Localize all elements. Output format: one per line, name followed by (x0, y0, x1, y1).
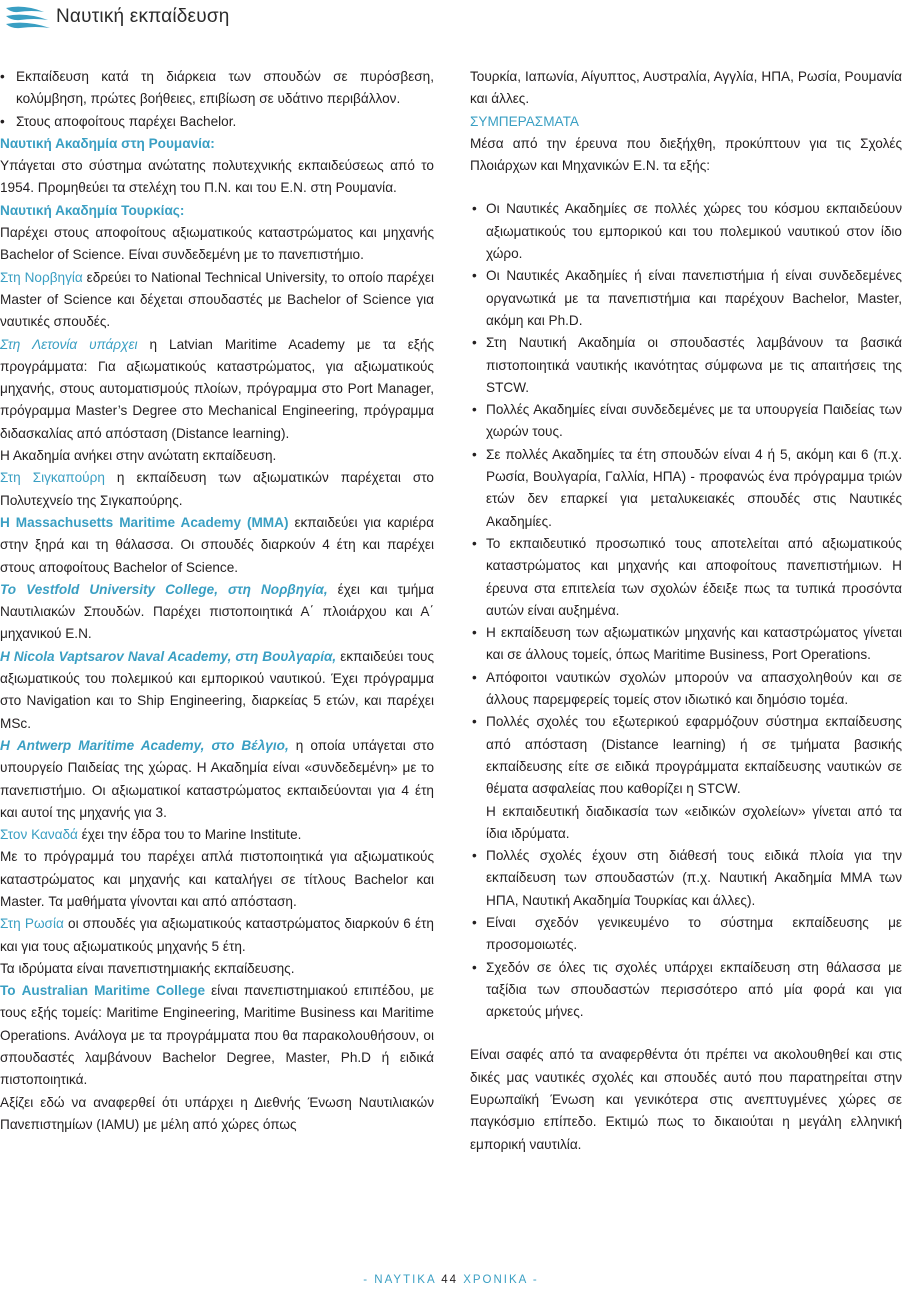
footer-dash-left: - (363, 1274, 370, 1286)
bullet-icon: • (0, 69, 5, 84)
page-footer (0, 1274, 902, 1286)
footer-dash-right: - (532, 1274, 539, 1286)
russia-paragraph: Στη Ρωσία οι σπουδές για αξιωματικούς καταστρώματος διαρκούν 6 έτη και για τους αξιωματικούς μηχανής 5 έτη. (0, 916, 434, 954)
australia-lead: Το Australian Maritime College (0, 983, 206, 999)
magazine-name-part1: ΝΑΥΤΙΚΑ (374, 1274, 436, 1286)
bullet-icon: • (472, 669, 477, 685)
bullet-icon: • (472, 914, 477, 930)
wave-logo-icon (4, 2, 52, 36)
list-item: • Οι Ναυτικές Ακαδημίες ή είναι πανεπιστήμια ή είναι συνδεδεμένες οργανωτικά με τα πανεπιστήμια και παρέχουν Bachelor, Master, ακόμη και Ph.D. (470, 265, 902, 332)
romania-text: Υπάγεται στο σύστημα ανώτατης πολυτεχνικής εκπαιδεύσεως από το 1954. Προμηθεύει τα στελέχη του Π.Ν. και του Ε.Ν. στη Ρουμανία. (0, 158, 434, 196)
bullet-icon: • (472, 268, 477, 284)
bullet-icon: • (472, 714, 477, 730)
bullet-icon: • (472, 201, 477, 217)
vestfold-lead: Το Vestfold University College, στη Νορβηγία, (0, 581, 328, 597)
latvia-note: Η Ακαδημία ανήκει στην ανώτατη εκπαίδευση. (0, 448, 277, 464)
mma-paragraph: Η Massachusetts Maritime Academy (MMA) εκπαιδεύει για καριέρα στην ξηρά και τη θάλασσα. Οι σπουδές διαρκούν 4 έτη και παρέχει στους αποφοίτους Bachelor of Science. (0, 514, 434, 575)
latvia-paragraph: Στη Λετονία υπάρχει η Latvian Maritime Academy με τα εξής προγράμματα: Για αξιωματικούς καταστρώματος, για αξιωματικούς μηχανής, στους αυτοματισμούς πλοίων, πρόγραμμα στο Port Manager, πρόγραμμα Master’s Degree στο Mechanical Engineering, πρόγραμμα διδασκαλίας από απόσταση (Distance learning). (0, 336, 434, 441)
bullet-icon: • (472, 625, 477, 641)
bullet-icon: • (472, 335, 477, 351)
canada-lead: Στον Καναδά (0, 827, 78, 843)
singapore-lead: Στη Σιγκαπούρη (0, 470, 105, 486)
list-item: • Οι Ναυτικές Ακαδημίες σε πολλές χώρες του κόσμου εκπαιδεύουν αξιωματικούς του εμπορικού και του πολεμικού ναυτικού στον ίδιο χώρο. (470, 198, 902, 265)
list-item: • Το εκπαιδευτικό προσωπικό τους αποτελείται από αξιωματικούς καταστρώματος και μηχανής και αποφοίτους πανεπιστήμιων. Η έρευνα στα επιτελεία των σχολών έδειξε πως τα τυπικά προσόντα αυτών είναι αυξημένα. (470, 533, 902, 622)
left-column (0, 66, 434, 1136)
list-item: • Στη Ναυτική Ακαδημία οι σπουδαστές λαμβάνουν τα βασικά πιστοποιητικά ναυτικής ικανότητας σύμφωνα με τις απαιτήσεις της STCW. (470, 332, 902, 399)
bullet-icon: • (0, 113, 5, 129)
list-item: • Είναι σχεδόν γενικευμένο το σύστημα εκπαίδευσης με προσομοιωτές. (470, 912, 902, 957)
bullet-icon: • (472, 402, 477, 418)
conclusions-intro: Μέσα από την έρευνα που διεξήχθη, προκύπτουν για τις Σχολές Πλοιάρχων και Μηχανικών Ε.Ν. τα εξής: (470, 135, 902, 174)
latvia-lead: Στη Λετονία υπάρχει (0, 336, 138, 352)
section-title: Ναυτική εκπαίδευση (56, 6, 230, 27)
romania-heading: Ναυτική Ακαδημία στη Ρουμανία: (0, 135, 215, 151)
list-item-note: Η εκπαιδευτική διαδικασία των «ειδικών σχολείων» γίνεται από τα ίδια ιδρύματα. (486, 803, 902, 841)
norway-paragraph: Στη Νορβηγία εδρεύει το National Technical University, το οποίο παρέχει Master of Science και δέχεται σπουδαστές με Bachelor of Science για ναυτικές σπουδές. (0, 269, 434, 330)
list-item: • Εκπαίδευση κατά τη διάρκεια των σπουδών σε πυρόσβεση, κολύμβηση, πρώτες βοήθειες, επιβίωση σε υδάτινο περιβάλλον. (0, 66, 434, 111)
list-item: • Πολλές σχολές έχουν στη διάθεσή τους ειδικά πλοία για την εκπαίδευση των σπουδαστών (π.χ. Ναυτική Ακαδημία ΜΜΑ των ΗΠΑ, Ναυτική Ακαδημία Τουρκίας και άλλες). (470, 845, 902, 912)
bullet-icon: • (472, 446, 477, 462)
conclusions-heading: ΣΥΜΠΕΡΑΣΜΑΤΑ (470, 113, 579, 129)
list-item: • Η εκπαίδευση των αξιωματικών μηχανής και καταστρώματος γίνεται και σε άλλους τομείς, όπως Maritime Business, Port Operations. (470, 622, 902, 667)
antwerp-paragraph: Η Antwerp Maritime Academy, στο Βέλγιο, η οποία υπάγεται στο υπουργείο Παιδείας της χώρας. Η Ακαδημία είναι «συνδεδεμένη» με το πανεπιστήμιο. Οι αξιωματικοί καταστρώματος εκπαιδεύονται για 4 έτη και αυτοί της μηχανής για 3. (0, 737, 434, 820)
canada-paragraph: Στον Καναδά έχει την έδρα του το Marine Institute. (0, 827, 302, 843)
russia-lead: Στη Ρωσία (0, 916, 64, 932)
countries-continuation: Τουρκία, Ιαπωνία, Αίγυπτος, Αυστραλία, Αγγλία, ΗΠΑ, Ρωσία, Ρουμανία και άλλες. (470, 69, 902, 107)
list-item: • Σε πολλές Ακαδημίες τα έτη σπουδών είναι 4 ή 5, ακόμη και 6 (π.χ. Ρωσία, Βουλγαρία, Γαλλία, ΗΠΑ) - προφανώς ένα πρόγραμμα τριών ετών δεν επαρκεί για μεταλυκειακές σπουδές στις Ναυτικές Ακαδημίες. (470, 444, 902, 533)
magazine-name-part2: ΧΡΟΝΙΚΑ (463, 1274, 528, 1286)
page-header (0, 0, 902, 40)
bullet-icon: • (472, 959, 477, 975)
list-item: • Απόφοιτοι ναυτικών σχολών μπορούν να απασχοληθούν και σε άλλους παρεμφερείς τομείς στον ιδιωτικό και δημόσιο τομέα. (470, 667, 902, 712)
norway-lead: Στη Νορβηγία (0, 269, 83, 285)
bullet-icon: • (472, 848, 477, 864)
closing-paragraph: Είναι σαφές από τα αναφερθέντα ότι πρέπει να ακολουθηθεί και στις δικές μας ναυτικές σχολές και σπουδές αυτό που παρατηρείται στην Ευρωπαϊκή Ένωση και γενικότερα στις ανεπτυγμένες χώρες σε παγκόσμιο επίπεδο. Εκτιμώ πως το δικαιούται η μεγάλη ελληνική εμπορική ναυτιλία. (470, 1047, 902, 1152)
list-item: • Σχεδόν σε όλες τις σχολές υπάρχει εκπαίδευση στη θάλασσα με ταξίδια των σπουδαστών περισσότερο από μία φορά και για αρκετούς μήνες. (470, 957, 902, 1024)
page-number: 44 (441, 1274, 458, 1286)
turkey-text: Παρέχει στους αποφοίτους αξιωματικούς καταστρώματος και μηχανής Bachelor of Science. Είναι συνδεδεμένη με το πανεπιστήμιο. (0, 225, 434, 263)
vestfold-paragraph: Το Vestfold University College, στη Νορβηγία, έχει και τμήμα Ναυτιλιακών Σπουδών. Παρέχει πιστοποιητικά Α΄ πλοιάρχου και Α΄ μηχανικού Ε.Ν. (0, 581, 434, 642)
antwerp-lead: Η Antwerp Maritime Academy, στο Βέλγιο, (0, 737, 289, 753)
bullet-icon: • (472, 535, 477, 551)
singapore-paragraph: Στη Σιγκαπούρη η εκπαίδευση των αξιωματικών παρέχεται στο Πολυτεχνείο της Σιγκαπούρης. (0, 470, 434, 508)
right-column (470, 66, 902, 1156)
russia-note: Τα ιδρύματα είναι πανεπιστημιακής εκπαίδευσης. (0, 960, 295, 976)
turkey-heading: Ναυτική Ακαδημία Τουρκίας: (0, 202, 185, 218)
bulgaria-lead: Η Nicola Vaptsarov Naval Academy, στη Βουλγαρία, (0, 648, 337, 664)
list-item: • Στους αποφοίτους παρέχει Bachelor. (0, 111, 434, 133)
iamu-paragraph: Αξίζει εδώ να αναφερθεί ότι υπάρχει η Διεθνής Ένωση Ναυτιλιακών Πανεπιστημίων (IAMU) με μέλη από χώρες όπως (0, 1094, 434, 1132)
list-item: • Πολλές Ακαδημίες είναι συνδεδεμένες με τα υπουργεία Παιδείας των χωρών τους. (470, 399, 902, 444)
canada-text: Με το πρόγραμμά του παρέχει απλά πιστοποιητικά για αξιωματικούς καταστρώματος και μηχανής και καταλήγει σε τίτλους Bachelor και Master. Τα μαθήματα γίνονται και από απόσταση. (0, 849, 434, 909)
bulgaria-paragraph: Η Nicola Vaptsarov Naval Academy, στη Βουλγαρία, εκπαιδεύει τους αξιωματικούς του πολεμικού και εμπορικού ναυτικού. Έχει πρόγραμμα στο Navigation και το Ship Engineering, διαρκείας 5 ετών, και παρέχει MSc. (0, 648, 434, 731)
australia-paragraph: Το Australian Maritime College είναι πανεπιστημιακού επιπέδου, με τους εξής τομείς: Maritime Engineering, Maritime Business και Maritime Operations. Ανάλογα με τα προγράμματα που θα παρακολουθήσουν, οι σπουδαστές λαμβάνουν Bachelor Degree, Master, Ph.D ή ειδικά πιστοποιητικά. (0, 983, 434, 1088)
mma-lead: Η Massachusetts Maritime Academy (MMA) (0, 514, 289, 530)
list-item: • Πολλές σχολές του εξωτερικού εφαρμόζουν σύστημα εκπαίδευσης από απόσταση (Distance learning) ή σε τμήματα βασικής εκπαίδευσης είτε σε ειδικά προγράμματα εκπαίδευσης ναυτικών σε θέματα ασφαλείας που καθορίζει η STCW. (470, 711, 902, 800)
